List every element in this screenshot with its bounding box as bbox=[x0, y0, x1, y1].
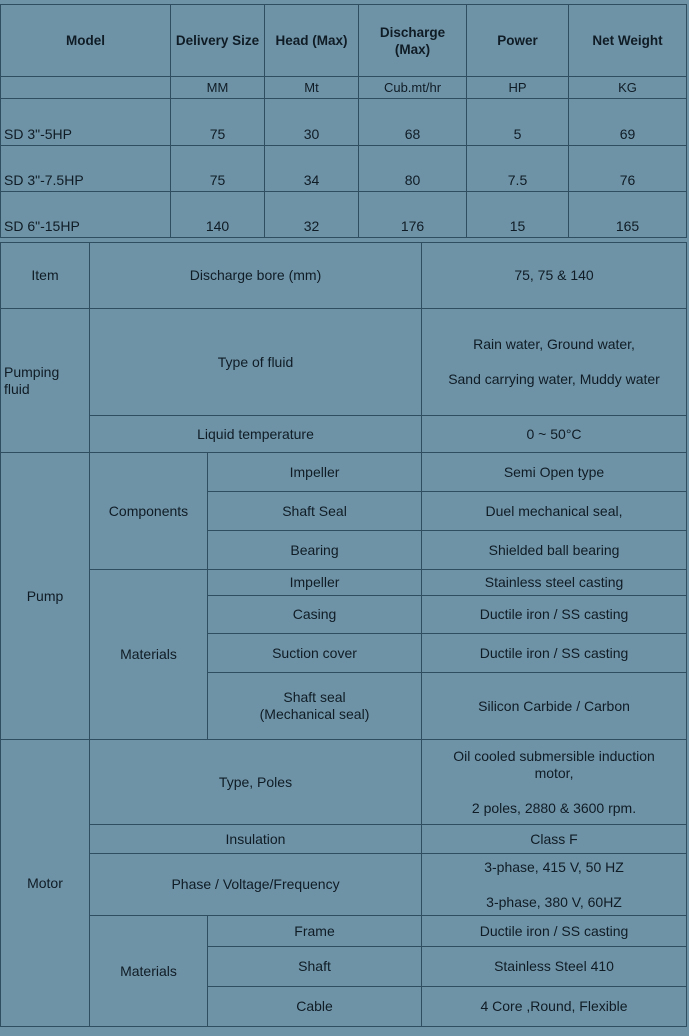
temperature-label: Liquid temperature bbox=[90, 416, 422, 453]
delivery-size-cell: 75 bbox=[171, 99, 265, 146]
header-net-weight: Net Weight bbox=[569, 5, 687, 77]
material-name: Suction cover bbox=[208, 634, 422, 673]
unit-discharge: Cub.mt/hr bbox=[359, 77, 467, 99]
spec-row-temperature bbox=[1, 416, 687, 453]
material-value: Stainless steel casting bbox=[422, 570, 687, 596]
component-value: Shielded ball bearing bbox=[422, 531, 687, 570]
header-row bbox=[1, 5, 687, 77]
material-value: Stainless Steel 410 bbox=[422, 947, 687, 987]
material-value: 4 Core ,Round, Flexible bbox=[422, 987, 687, 1027]
header-discharge: Discharge (Max) bbox=[359, 5, 467, 77]
header-power: Power bbox=[467, 5, 569, 77]
net-weight-cell: 76 bbox=[569, 146, 687, 192]
phase-value bbox=[422, 854, 687, 916]
units-row bbox=[1, 77, 687, 99]
delivery-size-cell: 140 bbox=[171, 192, 265, 238]
spec-row-material-impeller bbox=[1, 570, 687, 596]
fluid-type-line-2: Sand carrying water, Muddy water bbox=[448, 371, 660, 387]
unit-power: HP bbox=[467, 77, 569, 99]
spec-table bbox=[0, 242, 687, 1027]
delivery-size-cell: 75 bbox=[171, 146, 265, 192]
shaft-seal-line-1: Shaft seal bbox=[283, 689, 346, 705]
model-cell: SD 3"-7.5HP bbox=[1, 146, 171, 192]
net-weight-cell: 165 bbox=[569, 192, 687, 238]
discharge-bore-value: 75, 75 & 140 bbox=[422, 243, 687, 309]
discharge-cell: 176 bbox=[359, 192, 467, 238]
material-value: Ductile iron / SS casting bbox=[422, 916, 687, 947]
table-row bbox=[1, 99, 687, 146]
header-head: Head (Max) bbox=[265, 5, 359, 77]
spec-row-frame bbox=[1, 916, 687, 947]
type-poles-value bbox=[422, 740, 687, 825]
motor-label: Motor bbox=[1, 740, 90, 1027]
type-poles-line-1: Oil cooled submersible induction motor, bbox=[453, 747, 655, 781]
material-name: Shaft bbox=[208, 947, 422, 987]
spec-row-insulation bbox=[1, 825, 687, 854]
shaft-seal-line-2: (Mechanical seal) bbox=[259, 706, 370, 722]
model-cell: SD 6"-15HP bbox=[1, 192, 171, 238]
motor-materials-label: Materials bbox=[90, 916, 208, 1027]
model-cell: SD 3"-5HP bbox=[1, 99, 171, 146]
material-name bbox=[208, 673, 422, 740]
material-name: Casing bbox=[208, 596, 422, 634]
material-name: Frame bbox=[208, 916, 422, 947]
components-label: Components bbox=[90, 453, 208, 570]
pumping-fluid-label: Pumping fluid bbox=[1, 309, 90, 453]
power-cell: 5 bbox=[467, 99, 569, 146]
insulation-value: Class F bbox=[422, 825, 687, 854]
pump-materials-label: Materials bbox=[90, 570, 208, 740]
phase-line-2: 3-phase, 380 V, 60HZ bbox=[486, 893, 622, 910]
component-name: Impeller bbox=[208, 453, 422, 492]
net-weight-cell: 69 bbox=[569, 99, 687, 146]
spec-row-pump-impeller bbox=[1, 453, 687, 492]
insulation-label: Insulation bbox=[90, 825, 422, 854]
component-name: Shaft Seal bbox=[208, 492, 422, 531]
spec-row-phase bbox=[1, 854, 687, 916]
component-value: Semi Open type bbox=[422, 453, 687, 492]
head-cell: 30 bbox=[265, 99, 359, 146]
power-cell: 7.5 bbox=[467, 146, 569, 192]
temperature-value: 0 ~ 50°C bbox=[422, 416, 687, 453]
table-row bbox=[1, 192, 687, 238]
discharge-bore-label: Discharge bore (mm) bbox=[90, 243, 422, 309]
power-cell: 15 bbox=[467, 192, 569, 238]
model-table bbox=[0, 4, 687, 238]
unit-model bbox=[1, 77, 171, 99]
table-row bbox=[1, 146, 687, 192]
material-name: Cable bbox=[208, 987, 422, 1027]
header-delivery-size: Delivery Size bbox=[171, 5, 265, 77]
type-poles-line-2: 2 poles, 2880 & 3600 rpm. bbox=[471, 799, 637, 816]
component-name: Bearing bbox=[208, 531, 422, 570]
spec-row-item bbox=[1, 243, 687, 309]
fluid-type-line-1: Rain water, Ground water, bbox=[473, 336, 635, 352]
material-value: Ductile iron / SS casting bbox=[422, 596, 687, 634]
material-value: Silicon Carbide / Carbon bbox=[422, 673, 687, 740]
type-poles-label: Type, Poles bbox=[90, 740, 422, 825]
spec-row-fluid-type bbox=[1, 309, 687, 416]
header-model: Model bbox=[1, 5, 171, 77]
phase-label: Phase / Voltage/Frequency bbox=[90, 854, 422, 916]
fluid-type-label: Type of fluid bbox=[90, 309, 422, 416]
pump-label: Pump bbox=[1, 453, 90, 740]
fluid-type-value bbox=[422, 309, 687, 416]
component-value: Duel mechanical seal, bbox=[422, 492, 687, 531]
head-cell: 32 bbox=[265, 192, 359, 238]
unit-net-weight: KG bbox=[569, 77, 687, 99]
discharge-cell: 68 bbox=[359, 99, 467, 146]
phase-line-1: 3-phase, 415 V, 50 HZ bbox=[484, 858, 624, 875]
spec-row-type-poles bbox=[1, 740, 687, 825]
unit-head: Mt bbox=[265, 77, 359, 99]
unit-delivery-size: MM bbox=[171, 77, 265, 99]
head-cell: 34 bbox=[265, 146, 359, 192]
item-label: Item bbox=[1, 243, 90, 309]
discharge-cell: 80 bbox=[359, 146, 467, 192]
material-name: Impeller bbox=[208, 570, 422, 596]
material-value: Ductile iron / SS casting bbox=[422, 634, 687, 673]
